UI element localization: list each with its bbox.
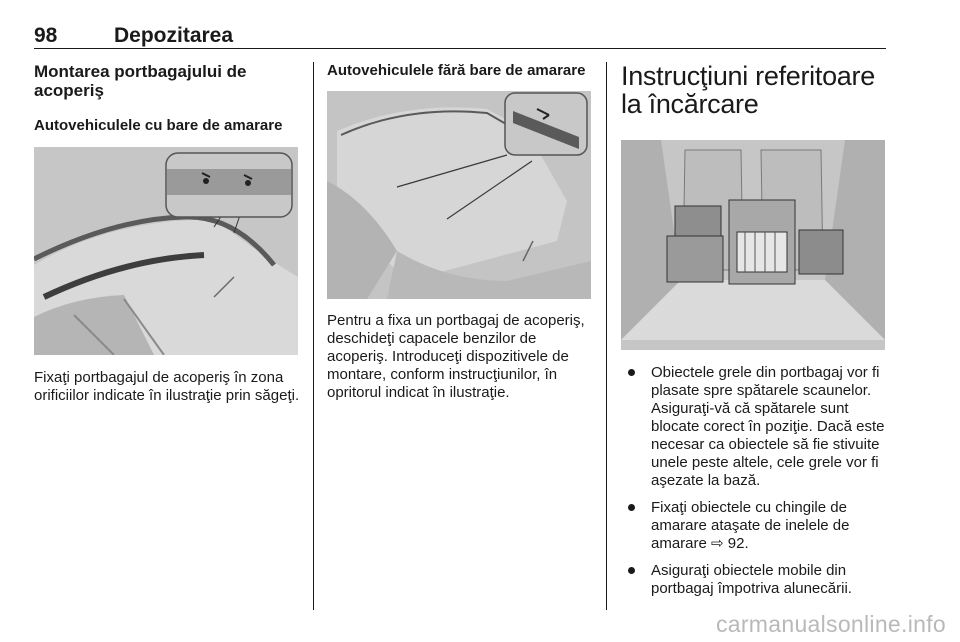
- section-title: Depozitarea: [114, 24, 234, 47]
- with-lashing-bars-heading: Autovehiculele cu bare de amarare: [34, 117, 283, 134]
- list-item-text: Fixaţi obiectele cu chingile de amarare ataşate de inelele de amarare: [651, 499, 850, 552]
- without-lashing-bars-heading: Autovehiculele fără bare de amarare: [327, 62, 586, 79]
- list-item: [621, 364, 887, 490]
- column-divider: [606, 62, 607, 610]
- loading-instructions-title-line1: Instrucţiuni referitoare: [621, 61, 875, 91]
- roof-covers-illustration: [327, 91, 591, 299]
- page-ref-arrow-icon: ⇨: [711, 535, 724, 552]
- page-number: 98: [34, 24, 58, 47]
- column-loading-instructions: [621, 62, 887, 607]
- loading-instructions-list: [621, 364, 887, 598]
- roof-rails-illustration: [34, 147, 298, 355]
- list-item-text: Asiguraţi obiectele mobile din portbagaj împotriva alunecării.: [651, 562, 852, 597]
- bullet-icon: [628, 504, 635, 511]
- watermark: carmanualsonline.info: [715, 611, 946, 637]
- cargo-loading-illustration: [621, 140, 885, 350]
- column-divider: [313, 62, 314, 610]
- bullet-icon: [628, 369, 635, 376]
- roof-rack-caption: Fixaţi portbagajul de acoperiş în zona orificiilor indicate în ilustraţie prin săgeţi.: [34, 369, 300, 404]
- list-item-text: Obiectele grele din portbagaj vor fi plasate spre spătarele scaunelor. Asiguraţi-vă că spătarele sunt blocate corect în poziţie. Dacă este necesar ca obiectele să fie stivuite unele peste altele, cele grele vor fi aşezate la bază.: [651, 364, 885, 489]
- list-item: [621, 499, 887, 553]
- roof-rack-heading: Montarea portbagajului de acoperiş: [34, 62, 247, 100]
- page-reference-link[interactable]: 92.: [727, 535, 749, 552]
- list-item: [621, 562, 887, 598]
- page-header: [34, 24, 886, 49]
- bullet-icon: [628, 567, 635, 574]
- column-without-bars: [327, 62, 593, 402]
- loading-instructions-title-line2: la încărcare: [621, 89, 759, 119]
- column-roof-rack: [34, 62, 300, 405]
- without-bars-caption: Pentru a fixa un portbagaj de acoperiş, deschideţi capacele benzilor de acoperiş. Introduceţi dispozitivele de montare, conform instrucţiunilor, în opritorul indicat în ilustraţie.: [327, 312, 585, 401]
